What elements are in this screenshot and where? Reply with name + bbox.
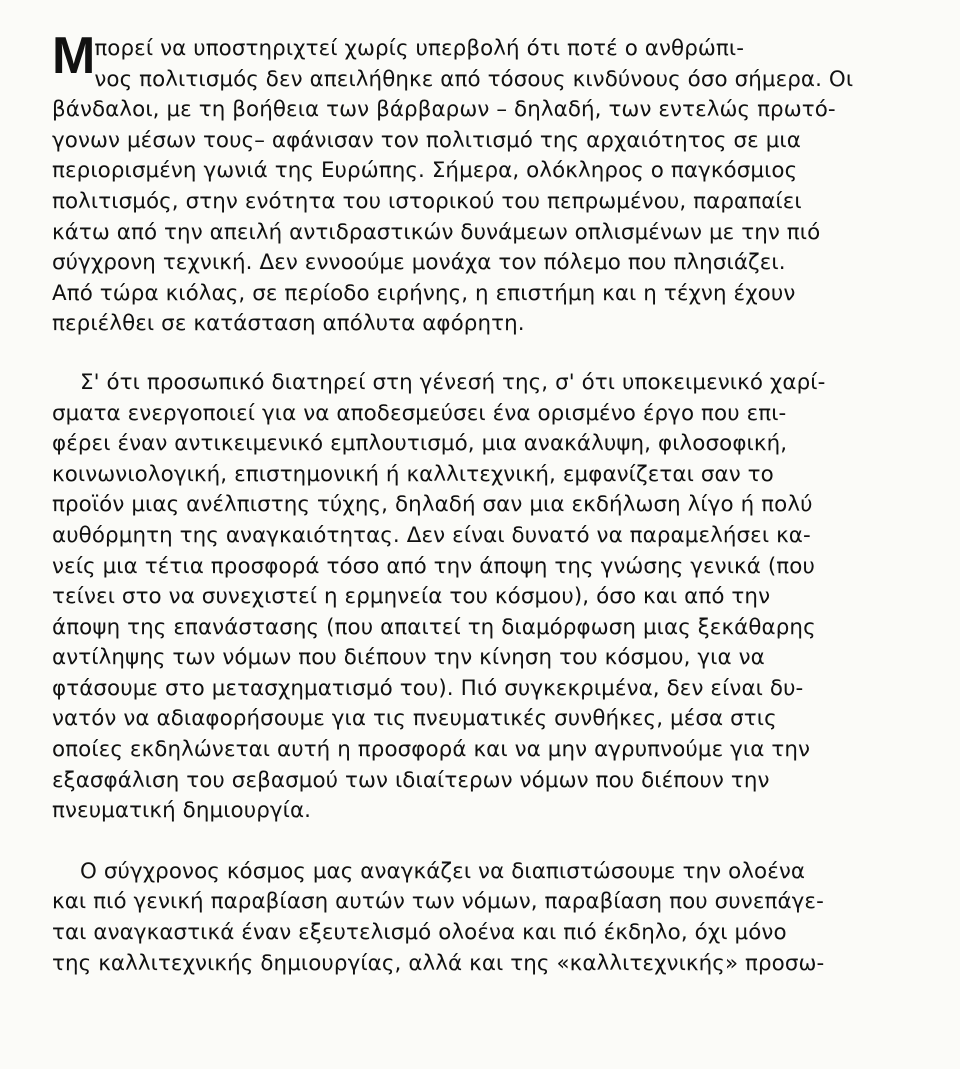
text-line: της καλλιτεχνικής δημιουργίας, αλλά και της «καλλιτεχνικής» προσω-	[52, 950, 825, 976]
text-line: πορεί να υποστηριχτεί χωρίς υπερβολή ότι ποτέ ο ανθρώπι-	[94, 36, 745, 61]
text-line: νείς μια τέτια προσφορά τόσο από την άποψη της γνώσης γενικά (που	[52, 553, 815, 579]
text-line: κοινωνιολογική, επιστημονική ή καλλιτεχνική, εμφανίζεται σαν το	[52, 461, 774, 487]
text-line: φέρει έναν αντικειμενικό εμπλουτισμό, μια ανακάλυψη, φιλοσοφική,	[52, 431, 788, 457]
text-line: νος πολιτισμός δεν απειλήθηκε από τόσους κινδύνους όσο σήμερα. Οι	[94, 66, 854, 92]
text-line: ται αναγκαστικά έναν εξευτελισμό ολοένα και πιό έκδηλο, όχι μόνο	[52, 920, 787, 946]
text-line: αυθόρμητη της αναγκαιότητας. Δεν είναι δυνατό να παραμελήσει κα-	[52, 522, 811, 548]
text-line: αντίληψης των νόμων που διέπουν την κίνηση του κόσμου, για να	[52, 645, 765, 671]
text-line: περιορισμένη γωνιά της Ευρώπης. Σήμερα, ολόκληρος ο παγκόσμιος	[52, 158, 798, 184]
text-line: και πιό γενική παραβίαση αυτών των νόμων, παραβίαση που συνεπάγε-	[52, 889, 824, 915]
text-line: προϊόν μιας ανέλπιστης τύχης, δηλαδή σαν μια εκδήλωση λίγο ή πολύ	[52, 492, 813, 518]
text-line: Από τώρα κιόλας, σε περίοδο ειρήνης, η επιστήμη και η τέχνη έχουν	[52, 280, 796, 306]
text-line: κάτω από την απειλή αντιδραστικών δυνάμεων οπλισμένων με την πιό	[52, 219, 821, 245]
text-line: Σ' ότι προσωπικό διατηρεί στη γένεσή της, σ' ότι υποκειμενικό χαρί-	[80, 369, 826, 395]
text-line: άποψη της επανάστασης (που απαιτεί τη διαμόρφωση μιας ξεκάθαρης	[52, 614, 816, 640]
text-line: γονων μέσων τους– αφάνισαν τον πολιτισμό της αρχαιότητος σε μια	[52, 127, 801, 153]
text-line: βάνδαλοι, με τη βοήθεια των βάρβαρων – δηλαδή, των εντελώς πρωτό-	[52, 97, 836, 123]
text-line: νατόν να αδιαφορήσουμε για τις πνευματικές συνθήκες, μέσα στις	[52, 706, 777, 732]
text-line: περιέλθει σε κατάσταση απόλυτα αφόρητη.	[52, 311, 525, 337]
text-line: Ο σύγχρονος κόσμος μας αναγκάζει να διαπιστώσουμε την ολοένα	[80, 858, 806, 884]
text-line: τείνει στο να συνεχιστεί η ερμηνεία του κόσμου), όσο και από την	[52, 584, 771, 610]
drop-cap-letter: M	[52, 27, 94, 85]
text-line: φτάσουμε στο μετασχηματισμό του). Πιό συγκεκριμένα, δεν είναι δυ-	[52, 675, 804, 701]
paragraph-3	[52, 857, 938, 979]
text-line: πνευματική δημιουργία.	[52, 798, 312, 824]
text-line: εξασφάλιση του σεβασμού των ιδιαίτερων νόμων που διέπουν την	[52, 767, 770, 793]
paragraph-2	[52, 368, 938, 827]
text-line: σματα ενεργοποιεί για να αποδεσμεύσει ένα ορισμένο έργο που επι-	[52, 400, 787, 426]
text-line: σύγχρονη τεχνική. Δεν εννοούμε μονάχα τον πόλεμο που πλησιάζει.	[52, 250, 786, 276]
text-line: οποίες εκδηλώνεται αυτή η προσφορά και να μην αγρυπνούμε για την	[52, 737, 811, 763]
text-line: πολιτισμός, στην ενότητα του ιστορικού του πεπρωμένου, παραπαίει	[52, 188, 802, 214]
paragraph-1	[52, 27, 938, 340]
